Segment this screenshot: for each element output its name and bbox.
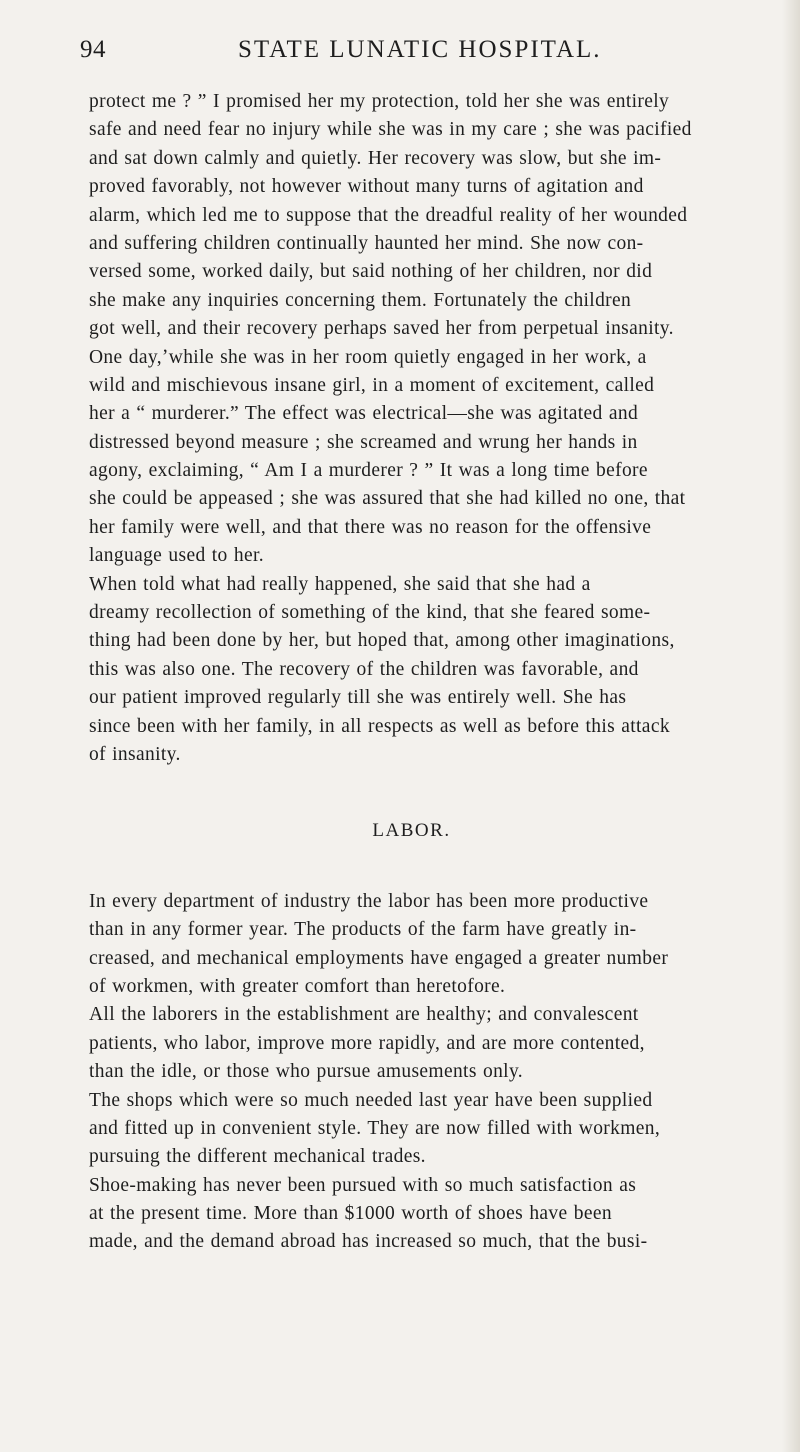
text-line: All the laborers in the establishment are healthy; and convalescent xyxy=(89,1004,639,1026)
text-line: this was also one. The recovery of the children was favorable, and xyxy=(89,658,639,680)
section-heading: LABOR. xyxy=(372,820,451,842)
text-line: she make any inquiries concerning them. Fortunately the children xyxy=(89,289,632,311)
paragraph-block-before xyxy=(89,88,724,769)
text-line: pursuing the different mechanical trades. xyxy=(89,1146,426,1168)
text-line: and sat down calmly and quietly. Her recovery was slow, but she im- xyxy=(89,147,662,169)
text-line: alarm, which led me to suppose that the dreadful reality of her wounded xyxy=(89,204,688,226)
text-line: since been with her family, in all respects as well as before this attack xyxy=(89,715,670,737)
text-line: her family were well, and that there was no reason for the offensive xyxy=(89,516,652,538)
text-line: One day,ʼwhile she was in her room quietly engaged in her work, a xyxy=(89,346,647,368)
text-line: got well, and their recovery perhaps saved her from perpetual insanity. xyxy=(89,318,674,340)
text-line: and fitted up in convenient style. They are now filled with workmen, xyxy=(89,1117,661,1139)
text-line: In every department of industry the labor has been more productive xyxy=(89,890,649,912)
text-line: When told what had really happened, she said that she had a xyxy=(89,573,591,595)
text-line: made, and the demand abroad has increased so much, that the busi- xyxy=(89,1231,648,1253)
text-line: proved favorably, not however without many turns of agitation and xyxy=(89,176,644,198)
text-line: than in any former year. The products of the farm have greatly in- xyxy=(89,919,637,941)
text-line: agony, exclaiming, “ Am I a murderer ? ” It was a long time before xyxy=(89,460,648,482)
text-line: at the present time. More than $1000 worth of shoes have been xyxy=(89,1203,612,1225)
text-line: than the idle, or those who pursue amusements only. xyxy=(89,1061,524,1083)
running-head xyxy=(80,36,725,76)
paragraph-block-after xyxy=(89,888,724,1257)
body-text xyxy=(89,88,724,1257)
running-title: STATE LUNATIC HOSPITAL. xyxy=(238,36,602,63)
text-line: language used to her. xyxy=(89,545,264,567)
text-line: her a “ murderer.” The effect was electrical—she was agitated and xyxy=(89,403,639,425)
text-line: patients, who labor, improve more rapidly, and are more contented, xyxy=(89,1032,645,1054)
text-line: and suffering children continually haunted her mind. She now con- xyxy=(89,232,644,254)
text-line: protect me ? ” I promised her my protection, told her she was entirely xyxy=(89,91,670,112)
text-line: Shoe-making has never been pursued with so much satisfaction as xyxy=(89,1174,637,1196)
text-line: thing had been done by her, but hoped that, among other imaginations, xyxy=(89,630,675,652)
text-line: wild and mischievous insane girl, in a moment of excitement, called xyxy=(89,374,655,396)
text-line: safe and need fear no injury while she was in my care ; she was pacified xyxy=(89,119,692,141)
text-line: creased, and mechanical employments have engaged a greater number xyxy=(89,947,669,969)
text-line: versed some, worked daily, but said nothing of her children, nor did xyxy=(89,261,653,283)
page-number: 94 xyxy=(80,36,106,63)
text-line: our patient improved regularly till she was entirely well. She has xyxy=(89,687,627,709)
text-line: she could be appeased ; she was assured that she had killed no one, that xyxy=(89,488,686,510)
text-line: The shops which were so much needed last year have been supplied xyxy=(89,1089,653,1111)
text-line: distressed beyond measure ; she screamed and wrung her hands in xyxy=(89,431,638,453)
text-line: of workmen, with greater comfort than heretofore. xyxy=(89,975,506,997)
text-line: dreamy recollection of something of the kind, that she feared some- xyxy=(89,602,651,624)
text-line: of insanity. xyxy=(89,743,181,765)
